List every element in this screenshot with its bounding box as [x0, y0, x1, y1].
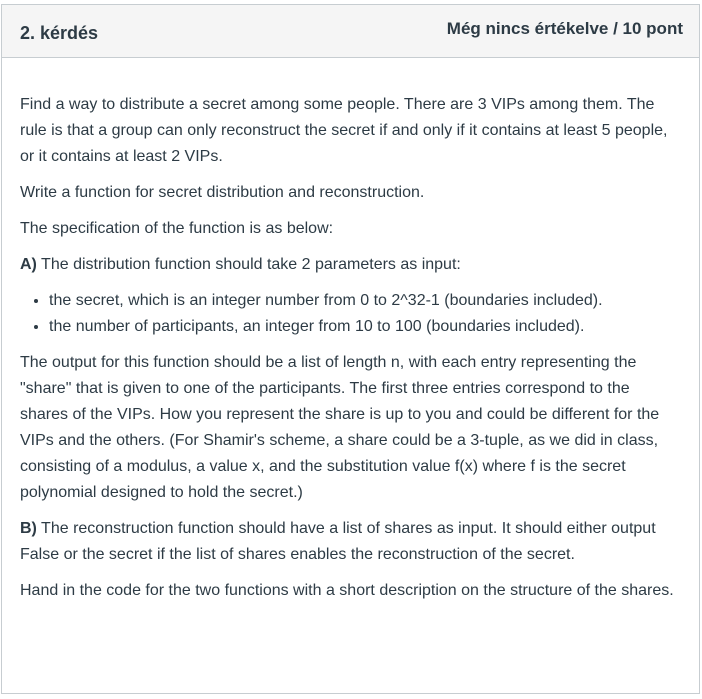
part-a-paragraph — [20, 252, 681, 278]
list-item: • the number of participants, an integer from 10 to 100 (boundaries included). — [49, 314, 681, 340]
task-paragraph: Write a function for secret distribution and reconstruction. — [20, 184, 425, 201]
part-b-paragraph — [20, 516, 681, 568]
part-b-text: The reconstruction function should have a list of shares as input. It should either output False or the secret if the list of shares enables the reconstruction of the secret. — [20, 520, 656, 563]
hand-in-paragraph: Hand in the code for the two functions with a short description on the structure of the shares. — [20, 582, 674, 599]
spec-paragraph: The specification of the function is as below: — [20, 220, 334, 237]
part-a-text: The distribution function should take 2 parameters as input: — [36, 256, 461, 273]
question-title: 2. kérdés — [20, 22, 99, 43]
question-card — [1, 4, 700, 694]
parameter-list — [20, 288, 681, 340]
part-a-label: A) — [20, 256, 37, 273]
part-b-label: B) — [20, 520, 37, 537]
list-item: • the secret, which is an integer number from 0 to 2^32-1 (boundaries included). — [49, 288, 681, 314]
intro-paragraph: Find a way to distribute a secret among some people. There are 3 VIPs among them. The rule is that a group can only reconstruct the secret if and only if it contains at least 5 people, or it contains at least 2 VIPs. — [20, 96, 668, 165]
output-paragraph: The output for this function should be a list of length n, with each entry representing the "share" that is given to one of the participants. The first three entries correspond to the shares of the VIPs. How you represent the share is up to you and could be different for the VIPs and the others. (For Shamir's scheme, a share could be a 3-tuple, as we did in class, consisting of a modulus, a value x, and the substitution value f(x) where f is the secret polynomial designed to hold the secret.) — [20, 354, 660, 501]
question-points: Még nincs értékelve / 10 pont — [446, 19, 683, 38]
question-text — [2, 58, 699, 604]
question-header — [2, 5, 699, 58]
